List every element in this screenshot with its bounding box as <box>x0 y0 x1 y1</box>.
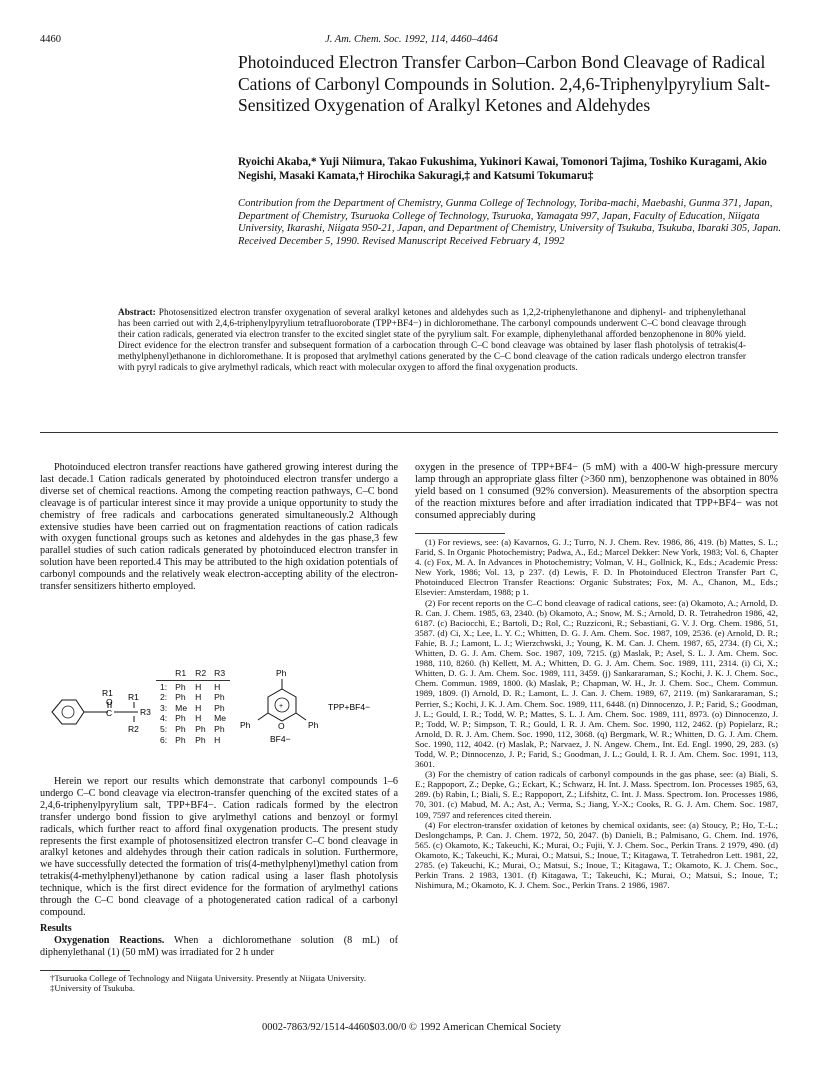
ketone-r1-top: R1 <box>128 692 139 702</box>
table-cell: 2: <box>160 692 168 703</box>
table-cell: Me <box>214 713 227 724</box>
table-cell: Ph <box>175 723 186 734</box>
ketone-c-label: C <box>106 708 113 718</box>
right-column-text <box>415 462 778 522</box>
intro-paragraph-1: Photoinduced electron transfer reactions have gathered growing interest during the last decade.1 Cation radicals generated by photoinduced electron transfer undergo a diverse set of chemical reactions. Among the competing reaction pathways, C–C bond cleavage is of particular interest since it may provide a unique opportunity to study the chemistry of free radicals and carbocations generated simultaneously.2 Although extensive studies have been carried out on fragmentation reactions of cation radicals with oxygen functional groups such as ketones and aldehydes in the gas phase,3 few parallel studies of such cation radicals generated by photoinduced electron transfer in solution have been reported.4 This may be attributed to the high oxidation potentials of carbonyl compounds and the relatively weak electron-accepting ability of the electron-transfer sensitizers hitherto employed. <box>40 462 398 593</box>
reference-item: (2) For recent reports on the C–C bond cleavage of radical cations, see: (a) Okamoto, A.; Arnold, D. R. Can. J. Chem. 1985, 63, 2340. (b) Okamoto, A.; Snow, M. S.; Arnold, D. R. Tetrahedron 1986, 42, 6187. (c) Baciocchi, E.; Bartoli, D.; Rol, C.; Ruzziconi, R.; Sebastiani, G. V. J. Org. Chem. 1986, 51, 3587. (d) Ci, X.; Lee, L. Y. C.; Whitten, D. G. J. Am. Chem. Soc. 1987, 109, 2536. (e) Arnold, D. R.; Fahie, B. J.; Lamont, L. J.; Wierzchwski, J.; Young, K. M. Can. J. Chem. 1987, 65, 2734. (f) Ci, X.; Whitten, D. G. J. Am. Chem. Soc. 1987, 109, 7215. (g) Maslak, P.; Asel, S. L. J. Am. Chem. Soc. 1988, 110, 8260. (h) Kellett, M. A.; Whitten, D. G. J. Am. Chem. Soc. 1989, 111, 2314. (i) Ci, X.; Whitten, D. G. J. Am. Chem. Soc. 1989, 111, 3459. (j) Sankararaman, S.; Kochi, J. K. J. Chem. Soc., Chem. Commun. 1989, 1800. (k) Maslak, P.; Chapman, W. H., Jr. J. Chem. Soc., Chem. Commun. 1989, 1809. (l) Arnold, D. R.; Lamont, L. J. Can. J. Chem. 1989, 67, 2119. (m) Sankararaman, S.; Perrier, S.; Kochi, J. K. J. Am. Chem. Soc. 1989, 111, 6448. (n) Dinnocenzo, J. P.; Farid, S.; Goodman, J. L.; Gould, I. R.; Todd, W. P.; Mattes, S. L. J. Am. Chem. Soc. 1989, 111, 8973. (o) Dinnocenzo, J. P.; Todd, W. P.; Simpson, T. R.; Gould, I. R. J. Am. Chem. Soc. 1990, 112, 2462. (p) Popielarz, R.; Arnold, D. R. J. Am. Chem. Soc. 1990, 112, 3068. (q) Bergmark, W. R.; Whitten, D. G. J. Am. Chem. Soc. 1990, 112, 4042. (r) Maslak, P.; Narvaez, J. N. Angew. Chem., Int. Ed. Engl. 1990, 29, 283. (s) Todd, W. P.; Dinnocenzo, J. P.; Farid, S.; Goodman, J. L.; Gould, I. R. J. Am. Chem. Soc. 1991, 113, 3601. <box>415 597 778 770</box>
abstract <box>118 308 746 375</box>
table-row <box>156 692 230 703</box>
abstract-divider <box>40 432 778 433</box>
right-paragraph-1: oxygen in the presence of TPP+BF4− (5 mM) with a 400-W high-pressure mercury lamp through an appropriate glass filter (>360 nm), benzophenone was obtained in 80% yield based on 1 consumed (92% conversion). Measurements of the absorption spectra of the reaction mixtures before and after irradiation indicated that TPP+BF4− was not consumed appreciably during <box>415 462 778 521</box>
table-cell: H <box>195 692 202 703</box>
table-row <box>156 682 230 693</box>
table-cell: Ph <box>214 692 225 703</box>
footnote-divider <box>40 970 130 971</box>
results-heading: Results <box>40 922 72 934</box>
footnote-ddagger: ‡University of Tsukuba. <box>50 983 135 994</box>
table-row <box>156 735 230 746</box>
abstract-text: Photosensitized electron transfer oxygenation of several aralkyl ketones and aldehydes such as 1,2,2-triphenylethanone and diphenyl- and triphenylethanal has been carried out with 2,4,6-triphenylpyrylium tetrafluoroborate (TPP+BF4−) in dichloromethane. The carbonyl compounds underwent C–C bond cleavage through their cation radicals, generated via electron transfer to the excited singlet state of the pyrylium salt. For example, diphenylethanal afforded benzophenone in 80% yield. Direct evidence for the electron transfer and subsequent formation of a carbocation through C–C bond cleavage was obtained by laser flash photolysis of tetrakis(4-methylphenyl)ethanone in dichloromethane. It is proposed that arylmethyl cations generated by the C–C bond cleavage of the cation radicals undergo electron transfer with pyryl radicals to give arylmethyl radicals, which react with molecular oxygen to afford the final oxygenation products. <box>118 308 746 374</box>
table-cell: 6: <box>160 734 168 745</box>
author-list: Ryoichi Akaba,* Yuji Niimura, Takao Fukushima, Yukinori Kawai, Tomonori Tajima, Toshiko Kuragami, Akio Negishi, Masaki Kamata,† Hirochika Sakuragi,‡ and Katsumi Tokumaru‡ <box>238 156 767 182</box>
page-footer: 0002-7863/92/1514-4460$03.00/0 © 1992 American Chemical Society <box>261 1022 562 1033</box>
table-header: R3 <box>214 668 226 678</box>
table-cell: Ph <box>195 723 206 734</box>
affiliation-block: Contribution from the Department of Chemistry, Gunma College of Technology, Toriba-machi, Maebashi, Gunma 371, Japan, Department of Chemistry, Tsuruoka College of Technology, Tsuruoka, Yamagata 997, Japan, Faculty of Education, Niigata University, Ikarashi, Niigata 950-21, Japan, and Department of Chemistry, University of Tsukuba, Tsukuba, Ibaraki 305, Japan. Received December 5, 1990. Revised Manuscript Received February 4, 1992 <box>238 198 782 247</box>
table-header-row <box>156 668 230 679</box>
table-cell: H <box>195 713 202 724</box>
substituent-table <box>156 668 230 745</box>
table-cell: Ph <box>195 734 206 745</box>
table-cell: 4: <box>160 713 168 724</box>
pyrylium-ph-right: Ph <box>308 720 319 730</box>
left-column-intro <box>40 462 398 593</box>
table-cell: Ph <box>214 702 225 713</box>
ketone-r3-label: R3 <box>140 707 151 717</box>
references-divider <box>415 533 505 534</box>
reference-item: (3) For the chemistry of cation radicals of carbonyl compounds in the gas phase, see: (a) Biali, S. E.; Rappoport, Z.; Depke, G.; Eckart, K.; Schwarz, H. Int. J. Mass. Spectrom. Ion. Processes 1985, 63, 289. (b) Rabin, I.; Biali, S. E.; Rappoport, Z.; Lifshitz, C. Int. J. Mass. Spectrom. Ion. Processes 1986, 70, 301. (c) Mabud, M. A.; Ast, A.; Verma, S.; Jiang, Y.-X.; Cooks, R. G. J. Am. Chem. Soc. 1987, 109, 7597 and references cited therein. <box>415 769 778 820</box>
reference-item: (1) For reviews, see: (a) Kavarnos, G. J.; Turro, N. J. Chem. Rev. 1986, 86, 419. (b) Mattes, S. L.; Farid, S. In Organic Photochemistry; Padwa, A., Ed.; Marcel Dekker: New York, 1983; Vol. 6, Chapter 4. (c) Fox, M. A. In Advances in Photochemistry; Volman, V. H., Gollnick, K., Eds.; Academic Press: New York, 1986; Vol. 13, p 237. (d) Lewis, F. D. In Photoinduced Electron Transfer Part C, Photoinduced Electron Transfer Reactions: Organic Substrates; Fox, M. A., Chanon, M., Eds.; Elsevier: Amsterdam, 1988; p 1. <box>415 537 778 598</box>
table-cell: Ph <box>175 713 186 724</box>
table-cell: Ph <box>175 681 186 692</box>
table-header: R1 <box>175 668 187 678</box>
abstract-label: Abstract: <box>118 308 156 318</box>
table-cell: H <box>195 681 202 692</box>
table-row <box>156 703 230 714</box>
results-paragraph <box>40 935 398 959</box>
footnote-dagger: †Tsuruoka College of Technology and Niigata University. Presently at Niigata University. <box>50 973 367 983</box>
ketone-r1-label: R1 <box>102 688 113 698</box>
footnotes <box>40 973 398 994</box>
table-cell: H <box>214 734 221 745</box>
table-header: R2 <box>195 668 207 678</box>
svg-text:+: + <box>279 703 284 710</box>
table-cell: Ph <box>214 723 225 734</box>
references <box>415 537 778 890</box>
results-text: When a dichloromethane solution (8 mL) of diphenylethanal (1) (50 mM) was irradiated for 2 h under <box>40 934 398 958</box>
left-column-body <box>40 776 398 959</box>
table-row <box>156 713 230 724</box>
ketone-structure <box>52 688 151 734</box>
table-cell: Ph <box>175 734 186 745</box>
page-number: 4460 <box>40 34 61 45</box>
table-cell: 1: <box>160 681 168 692</box>
pyrylium-ph-left: Ph <box>240 720 251 730</box>
results-subheading: Oxygenation Reactions. <box>54 934 165 946</box>
article-title: Photoinduced Electron Transfer Carbon–Carbon Bond Cleavage of Radical Cations of Carbonyl Compounds in Solution. 2,4,6-Triphenylpyrylium Salt-Sensitized Oxygenation of Aralkyl Ketones and Aldehydes <box>238 52 771 115</box>
table-row <box>156 724 230 735</box>
table-cell: Ph <box>175 692 186 703</box>
table-cell: Me <box>175 702 188 713</box>
pyrylium-o: O <box>278 721 285 731</box>
table-cell: H <box>195 702 202 713</box>
intro-paragraph-2: Herein we report our results which demonstrate that carbonyl compounds 1–6 undergo C–C bond cleavage via electron-transfer quenching of the excited states of a 2,4,6-triphenylpyrylium salt, TPP+BF4−. Cation radicals formed by the electron transfer undergo bond fission to give arylmethyl cations and benzoyl or formyl radicals, which further react to afford final oxygenation products. The present study represents the first example of photosensitized electron transfer C–C bond cleavage in aralkyl ketones and aldehydes through their cation radicals in solution. Furthermore, we have successfully detected the formation of tris(4-methylphenyl)methyl cation from tetrakis(4-methylphenyl)ethanone by cation radical using a laser flash photolysis technique, which is the first direct evidence for the formation of arylmethyl cations through the C–C bond cleavage of a photogenerated cation radical of a carbonyl compound. <box>40 776 398 918</box>
running-head: J. Am. Chem. Soc. 1992, 114, 4460–4464 <box>325 34 498 45</box>
pyrylium-label: TPP+BF4− <box>328 702 371 712</box>
substituent-table-wrap <box>156 668 230 745</box>
ketone-o-label: O <box>106 697 113 707</box>
reference-item: (4) For electron-transfer oxidation of ketones by chemical oxidants, see: (a) Stoucy, P.; Ho, T.-L.; Deslongchamps, P. Can. J. Chem. 1972, 50, 2047. (b) Danieli, B.; Palmisano, G. Chem. Ind. 1976, 565. (c) Okamoto, K.; Takeuchi, K.; Murai, O.; Fujii, Y. J. Chem. Soc., Perkin Trans. 2 1979, 490. (d) Okamoto, K.; Takeuchi, K.; Murai, O.; Matsui, S.; Inoue, T.; Kitagawa, T. Tetrahedron Lett. 1981, 22, 2785. (e) Takeuchi, K.; Murai, O.; Matsui, S.; Inoue, T.; Kitagawa, T.; Okamoto, K. J. Chem. Soc., Perkin Trans. 2 1983, 1301. (f) Kitagawa, T.; Takeuchi, K.; Murai, O.; Matsui, S.; Inoue, T.; Nishimura, M.; Okamoto, K. J. Chem. Soc., Perkin Trans. 2 1986, 1987. <box>415 819 778 891</box>
pyrylium-ph-top: Ph <box>276 668 287 678</box>
pyrylium-anion: BF4− <box>270 734 291 744</box>
table-cell: H <box>214 681 221 692</box>
compound-scheme <box>40 662 398 774</box>
ketone-r2-label: R2 <box>128 724 139 734</box>
pyrylium-structure <box>240 668 370 744</box>
table-cell: 5: <box>160 723 168 734</box>
table-cell: 3: <box>160 702 168 713</box>
